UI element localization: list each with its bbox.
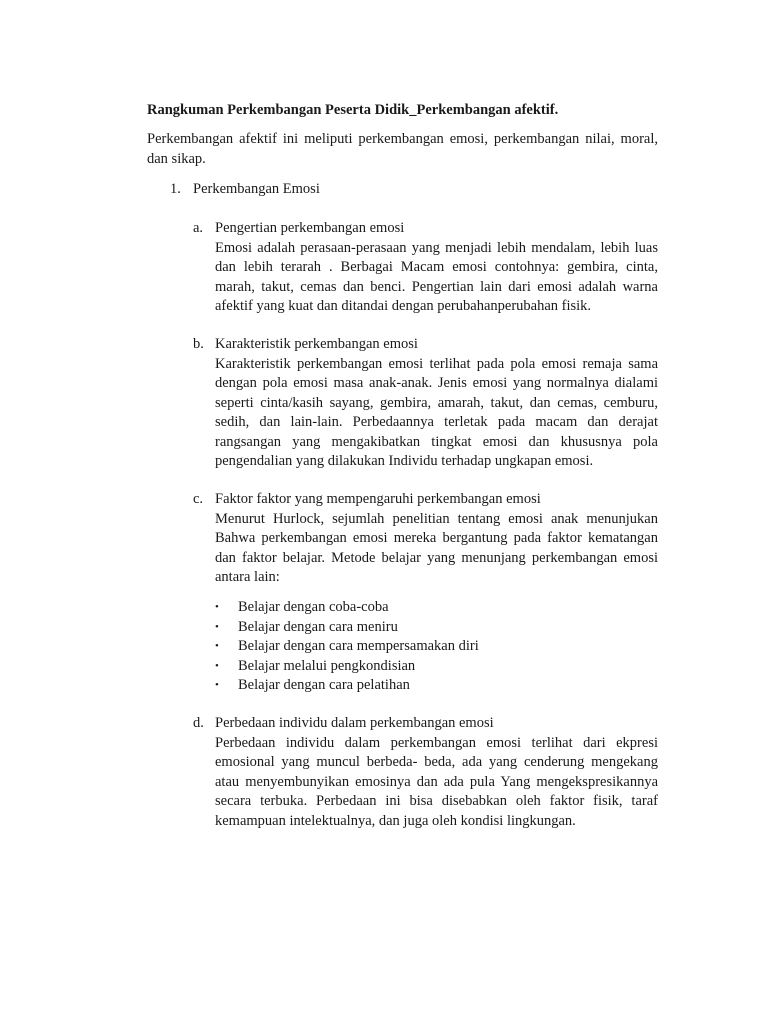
subsection-title: Karakteristik perkembangan emosi (215, 336, 418, 352)
subsection-faktor (193, 490, 658, 588)
subsection-heading (193, 490, 658, 510)
list-item (215, 637, 655, 657)
learning-methods-list (215, 598, 655, 696)
subsection-letter: a. (193, 220, 204, 236)
list-item (215, 598, 655, 618)
subsection-pengertian (193, 219, 658, 317)
list-item (215, 657, 655, 677)
subsection-heading (193, 335, 658, 355)
list-item-text: Belajar dengan cara mempersamakan diri (238, 638, 479, 654)
subsection-body: Karakteristik perkembangan emosi terlihat pada pola emosi remaja sama dengan pola emosi masa anak-anak. Jenis emosi yang normalnya dialami seperti cinta/kasih sayang, gembira, amarah, takut, dan cemas, cemburu, sedih, dan lain-lain. Perbedaannya terletak pada macam dan derajat rangsangan yang mengakibatkan tingkat emosi dan khususnya pola pengendalian yang dilakukan Individu terhadap ungkapan emosi. (215, 355, 658, 469)
bullet-icon: • (215, 659, 219, 672)
document-title: Rangkuman Perkembangan Peserta Didik_Perkembangan afektif. (147, 102, 559, 118)
subsection-letter: c. (193, 491, 204, 507)
subsection-title: Pengertian perkembangan emosi (215, 220, 405, 236)
subsection-letter: b. (193, 336, 204, 352)
subsection-letter: d. (193, 715, 204, 731)
subsection-body: Emosi adalah perasaan-perasaan yang menjadi lebih mendalam, lebih luas dan lebih terarah . Berbagai Macam emosi contohnya: gembira, cinta, marah, takut, cemas dan benci. Pengertian lain dari emosi adalah warna afektif yang kuat dan ditandai dengan perubahanperubahan fisik. (215, 239, 658, 314)
section-number: 1. (170, 181, 181, 197)
section-heading-emosi (170, 180, 660, 200)
subsection-heading (193, 219, 658, 239)
bullet-icon: • (215, 601, 219, 613)
list-item (215, 676, 655, 696)
list-item-text: Belajar dengan cara pelatihan (238, 677, 410, 693)
subsection-body: Perbedaan individu dalam perkembangan emosi terlihat dari ekpresi emosional yang muncul berbeda- beda, ada yang cenderung mengekang atau menyembunyikan emosinya dan ada pula Yang mengekspresikannya secara terbuka. Perbedaan ini bisa disebabkan oleh faktor fisik, taraf kemampuan intelektualnya, dan juga oleh kondisi lingkungan. (215, 734, 658, 829)
section-title: Perkembangan Emosi (193, 181, 320, 197)
list-item-text: Belajar dengan cara meniru (238, 618, 398, 635)
bullet-icon: • (215, 640, 219, 652)
list-item-text: Belajar melalui pengkondisian (238, 657, 416, 674)
bullet-icon: • (215, 679, 219, 691)
list-item-text: Belajar dengan coba-coba (238, 599, 389, 615)
list-item (215, 618, 655, 638)
subsection-perbedaan (193, 714, 658, 831)
intro-paragraph: Perkembangan afektif ini meliputi perkembangan emosi, perkembangan nilai, moral, dan sikap. (147, 131, 658, 167)
subsection-heading (193, 714, 658, 734)
subsection-title: Faktor faktor yang mempengaruhi perkembangan emosi (215, 491, 541, 507)
bullet-icon: • (215, 620, 219, 633)
subsection-body: Menurut Hurlock, sejumlah penelitian tentang emosi anak menunjukan Bahwa perkembangan emosi mereka bergantung pada faktor kematangan dan faktor belajar. Metode belajar yang menunjang perkembangan emosi antara lain: (215, 510, 658, 585)
subsection-title: Perbedaan individu dalam perkembangan emosi (215, 715, 494, 731)
subsection-karakteristik (193, 335, 658, 472)
